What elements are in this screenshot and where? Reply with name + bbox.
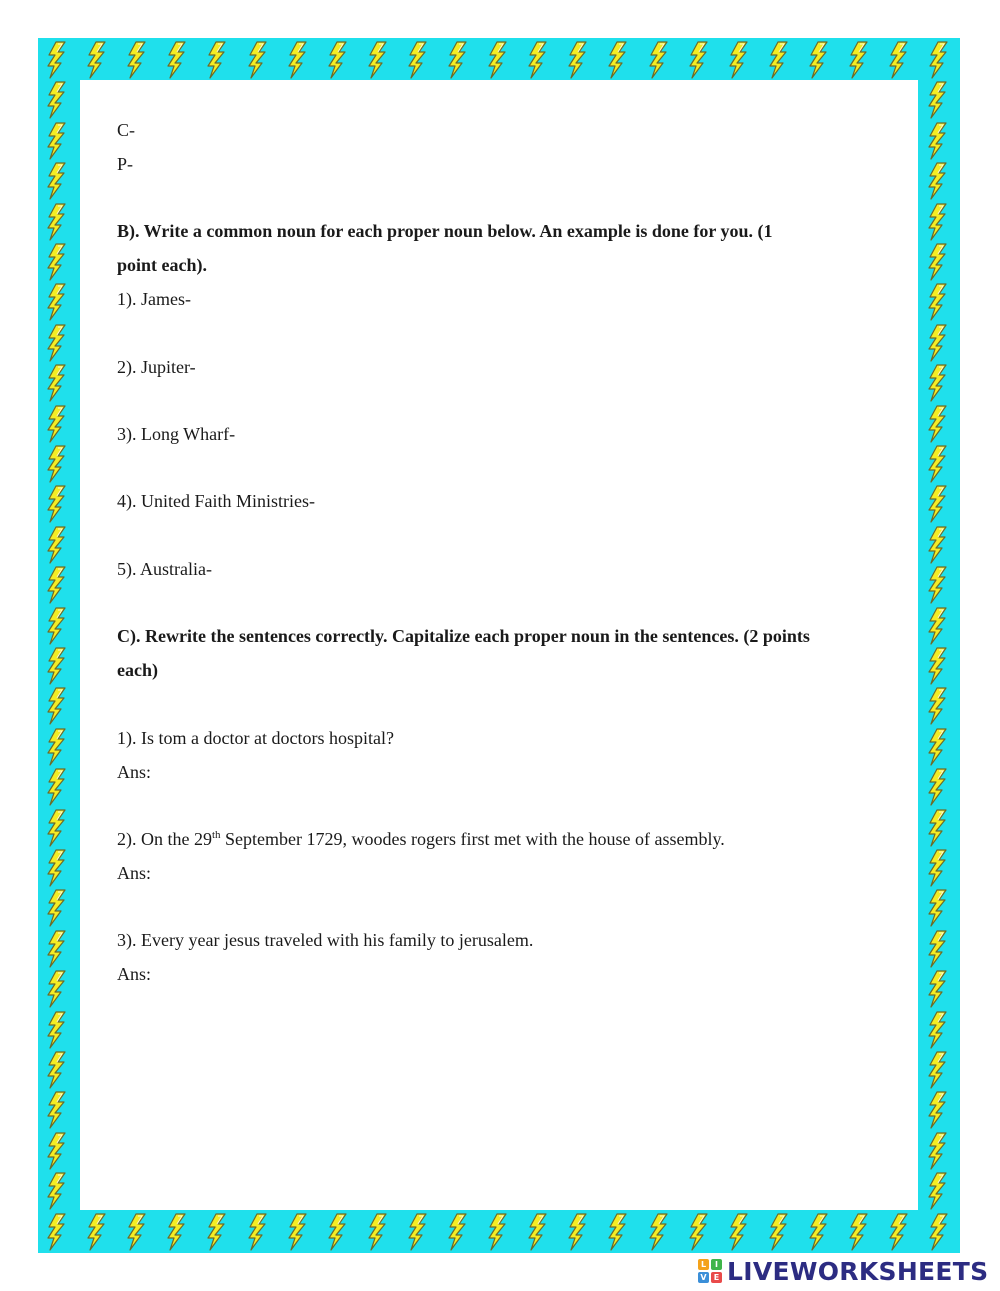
ordinal-suffix: th [211, 829, 221, 841]
section-b-instruction-cont: point each). [117, 255, 207, 275]
lightning-bolt-icon [928, 283, 948, 321]
lightning-bolt-icon [47, 485, 67, 523]
lightning-bolt-icon [328, 41, 348, 79]
c-answer-2-label: Ans: [117, 863, 152, 883]
lightning-bolt-icon [568, 1213, 588, 1251]
lightning-bolt-icon [889, 41, 909, 79]
lightning-bolt-icon [127, 1213, 147, 1251]
lightning-bolt-icon [608, 41, 628, 79]
lightning-bolt-icon [928, 1172, 948, 1210]
section-c-instruction-cont: each) [117, 660, 158, 680]
lightning-bolt-icon [928, 809, 948, 847]
lightning-bolt-icon [207, 41, 227, 79]
lightning-bolt-icon [809, 41, 829, 79]
lightning-bolt-icon [368, 1213, 388, 1251]
lightning-bolt-icon [47, 283, 67, 321]
lightning-bolt-icon [928, 849, 948, 887]
lightning-bolt-icon [928, 1132, 948, 1170]
lightning-bolt-icon [47, 81, 67, 119]
lightning-bolt-icon [649, 41, 669, 79]
b-item-1: 1). James- [117, 289, 191, 309]
lightning-bolt-icon [928, 930, 948, 968]
lightning-bolt-icon [649, 1213, 669, 1251]
liveworksheets-logo [698, 1256, 988, 1286]
logo-cube: E [711, 1272, 722, 1283]
lightning-bolt-icon [47, 526, 67, 564]
lightning-bolt-icon [207, 1213, 227, 1251]
logo-cube: I [711, 1259, 722, 1270]
c-question-3: 3). Every year jesus traveled with his family to jerusalem. [117, 930, 534, 950]
lightning-bolt-icon [47, 566, 67, 604]
lightning-bolt-icon [47, 647, 67, 685]
lightning-bolt-icon [928, 485, 948, 523]
lightning-bolt-icon [889, 1213, 909, 1251]
lightning-bolt-icon [928, 687, 948, 725]
lightning-bolt-icon [47, 364, 67, 402]
lightning-bolt-icon [849, 41, 869, 79]
lightning-bolt-icon [47, 687, 67, 725]
lightning-bolt-icon [928, 122, 948, 160]
lightning-bolt-icon [167, 41, 187, 79]
lightning-bolt-icon [47, 970, 67, 1008]
lightning-bolt-icon [288, 1213, 308, 1251]
lightning-bolt-icon [689, 41, 709, 79]
lightning-bolt-icon [928, 607, 948, 645]
lightning-bolt-icon [928, 526, 948, 564]
lightning-bolt-icon [849, 1213, 869, 1251]
lightning-bolt-icon [809, 1213, 829, 1251]
lightning-bolt-icon [288, 41, 308, 79]
lightning-bolt-icon [769, 1213, 789, 1251]
lightning-bolt-icon [47, 122, 67, 160]
lightning-bolt-icon [928, 889, 948, 927]
lightning-bolt-icon [47, 768, 67, 806]
label-p: P- [117, 154, 134, 174]
lightning-bolt-icon [928, 1051, 948, 1089]
c-answer-3-label: Ans: [117, 964, 152, 984]
lightning-bolt-icon [47, 607, 67, 645]
lightning-bolt-icon [928, 203, 948, 241]
c-answer-1-label: Ans: [117, 762, 152, 782]
lightning-bolt-icon [448, 1213, 468, 1251]
lightning-bolt-icon [47, 162, 67, 200]
lightning-bolt-icon [127, 41, 147, 79]
b-item-5: 5). Australia- [117, 559, 212, 579]
lightning-bolt-icon [928, 162, 948, 200]
label-c: C- [117, 120, 135, 140]
lightning-bolt-icon [47, 243, 67, 281]
lightning-bolt-icon [47, 324, 67, 362]
b-item-4: 4). United Faith Ministries- [117, 491, 315, 511]
lightning-bolt-icon [47, 1132, 67, 1170]
lightning-bolt-icon [47, 1051, 67, 1089]
lightning-bolt-icon [47, 1011, 67, 1049]
section-b-instruction: B). Write a common noun for each proper noun below. An example is done for you. (1 [117, 221, 773, 241]
lightning-bolt-icon [729, 41, 749, 79]
lightning-bolt-icon [928, 243, 948, 281]
lightning-bolt-icon [608, 1213, 628, 1251]
lightning-bolt-icon [47, 1091, 67, 1129]
lightning-bolt-icon [47, 1213, 67, 1251]
lightning-bolt-icon [729, 1213, 749, 1251]
logo-cube: L [698, 1259, 709, 1270]
lightning-bolt-icon [929, 1213, 949, 1251]
b-item-2: 2). Jupiter- [117, 357, 196, 377]
lightning-bolt-icon [408, 41, 428, 79]
lightning-bolt-icon [769, 41, 789, 79]
lightning-bolt-icon [488, 1213, 508, 1251]
lightning-bolt-icon [929, 41, 949, 79]
lightning-bolt-icon [47, 1172, 67, 1210]
c-question-2-part1: 2). On the 29 [117, 829, 212, 849]
lightning-bolt-icon [928, 1011, 948, 1049]
logo-cubes-icon [698, 1259, 722, 1283]
lightning-bolt-icon [928, 364, 948, 402]
lightning-bolt-icon [87, 1213, 107, 1251]
section-c-instruction: C). Rewrite the sentences correctly. Capitalize each proper noun in the sentences. (2 points [117, 626, 810, 646]
lightning-bolt-icon [368, 41, 388, 79]
lightning-bolt-icon [928, 566, 948, 604]
lightning-bolt-icon [928, 1091, 948, 1129]
c-question-2 [117, 828, 725, 850]
b-item-3: 3). Long Wharf- [117, 424, 236, 444]
lightning-bolt-icon [928, 768, 948, 806]
lightning-bolt-icon [47, 203, 67, 241]
lightning-bolt-icon [328, 1213, 348, 1251]
lightning-bolt-icon [928, 647, 948, 685]
lightning-bolt-icon [928, 970, 948, 1008]
c-question-1: 1). Is tom a doctor at doctors hospital? [117, 728, 394, 748]
lightning-bolt-icon [87, 41, 107, 79]
lightning-bolt-icon [408, 1213, 428, 1251]
lightning-bolt-icon [47, 809, 67, 847]
lightning-bolt-icon [488, 41, 508, 79]
lightning-bolt-icon [47, 728, 67, 766]
lightning-bolt-icon [47, 405, 67, 443]
lightning-bolt-icon [928, 445, 948, 483]
c-question-2-part2: September 1729, woodes rogers first met with the house of assembly. [220, 829, 725, 849]
lightning-bolt-icon [167, 1213, 187, 1251]
lightning-bolt-icon [47, 889, 67, 927]
lightning-bolt-icon [928, 728, 948, 766]
lightning-bolt-icon [448, 41, 468, 79]
lightning-bolt-icon [248, 1213, 268, 1251]
lightning-bolt-icon [528, 41, 548, 79]
logo-text: LIVEWORKSHEETS [727, 1256, 989, 1286]
lightning-bolt-icon [47, 930, 67, 968]
lightning-bolt-icon [928, 81, 948, 119]
lightning-bolt-icon [928, 405, 948, 443]
lightning-bolt-icon [568, 41, 588, 79]
lightning-bolt-icon [248, 41, 268, 79]
lightning-bolt-icon [47, 445, 67, 483]
lightning-bolt-icon [528, 1213, 548, 1251]
lightning-bolt-icon [689, 1213, 709, 1251]
lightning-bolt-icon [47, 849, 67, 887]
lightning-bolt-icon [928, 324, 948, 362]
lightning-bolt-icon [47, 41, 67, 79]
logo-cube: V [698, 1272, 709, 1283]
